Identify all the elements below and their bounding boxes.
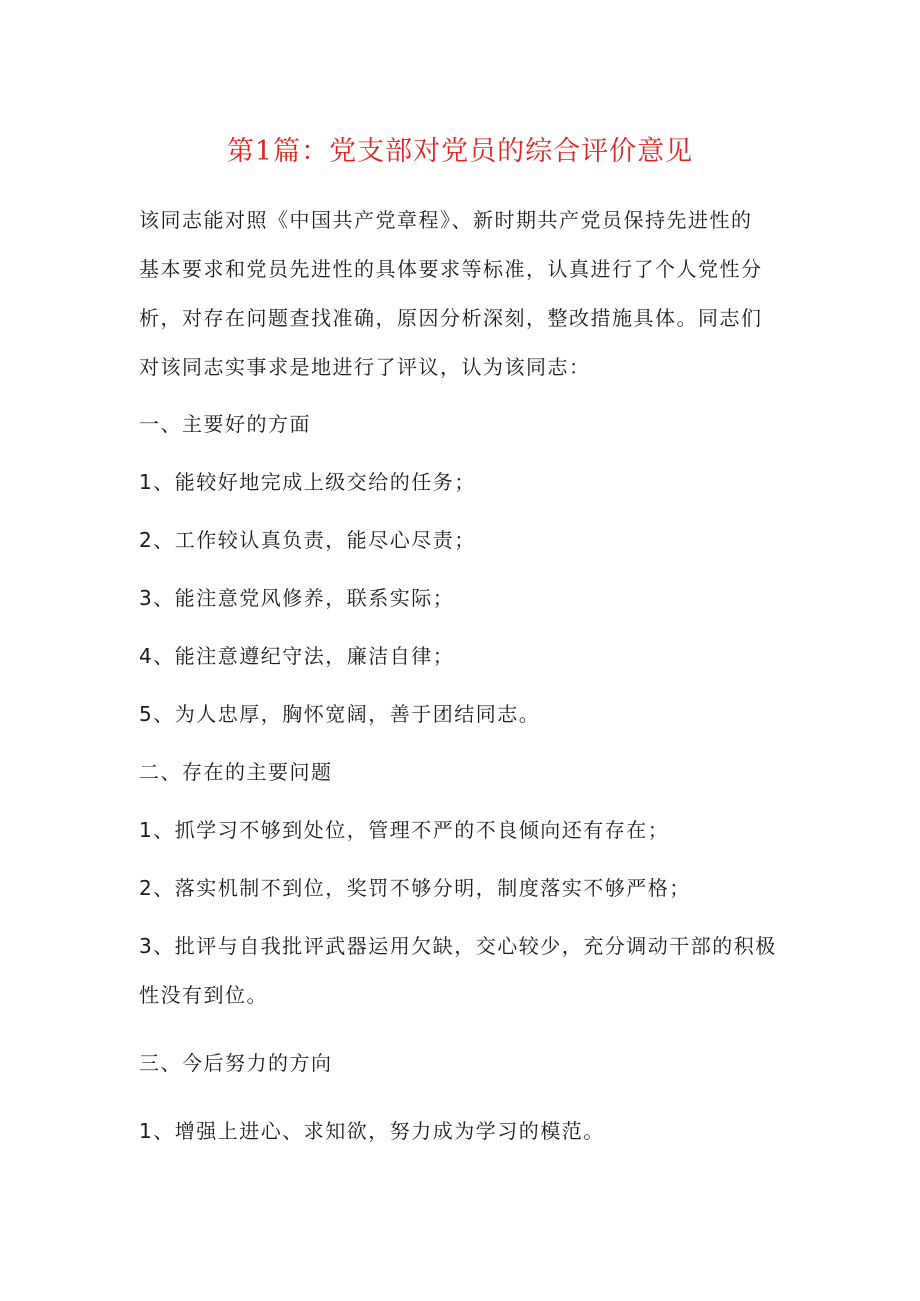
section-3-item: 1、增强上进心、求知欲，努力成为学习的模范。 bbox=[139, 1119, 605, 1143]
document-title: 第1篇：党支部对党员的综合评价意见 bbox=[226, 136, 694, 167]
section-1-item: 4、能注意遵纪守法，廉洁自律； bbox=[139, 644, 455, 668]
intro-line: 析，对存在问题查找准确，原因分析深刻，整改措施具体。同志们 bbox=[139, 306, 763, 330]
section-1-heading: 一、主要好的方面 bbox=[139, 412, 311, 436]
intro-line: 对该同志实事求是地进行了评议，认为该同志： bbox=[139, 355, 591, 379]
section-2-item: 2、落实机制不到位，奖罚不够分明，制度落实不够严格； bbox=[139, 876, 691, 900]
section-3-heading: 三、今后努力的方向 bbox=[139, 1051, 333, 1075]
section-1-item: 2、工作较认真负责，能尽心尽责； bbox=[139, 528, 476, 552]
section-2-item: 1、抓学习不够到处位，管理不严的不良倾向还有存在； bbox=[139, 818, 670, 842]
intro-paragraph bbox=[139, 196, 789, 392]
section-2-item-3 bbox=[139, 922, 789, 1020]
section-1-item: 1、能较好地完成上级交给的任务； bbox=[139, 470, 476, 494]
section-1-item: 3、能注意党风修养，联系实际； bbox=[139, 586, 455, 610]
section-2-item-line: 3、批评与自我批评武器运用欠缺，交心较少，充分调动干部的积极 bbox=[139, 934, 777, 958]
section-2-heading: 二、存在的主要问题 bbox=[139, 760, 333, 784]
section-2-item-line: 性没有到位。 bbox=[139, 983, 268, 1007]
section-1-item: 5、为人忠厚，胸怀宽阔，善于团结同志。 bbox=[139, 702, 541, 726]
intro-line: 该同志能对照《中国共产党章程》、新时期共产党员保持先进性的 bbox=[139, 208, 753, 232]
intro-line: 基本要求和党员先进性的具体要求等标准，认真进行了个人党性分 bbox=[139, 257, 763, 281]
